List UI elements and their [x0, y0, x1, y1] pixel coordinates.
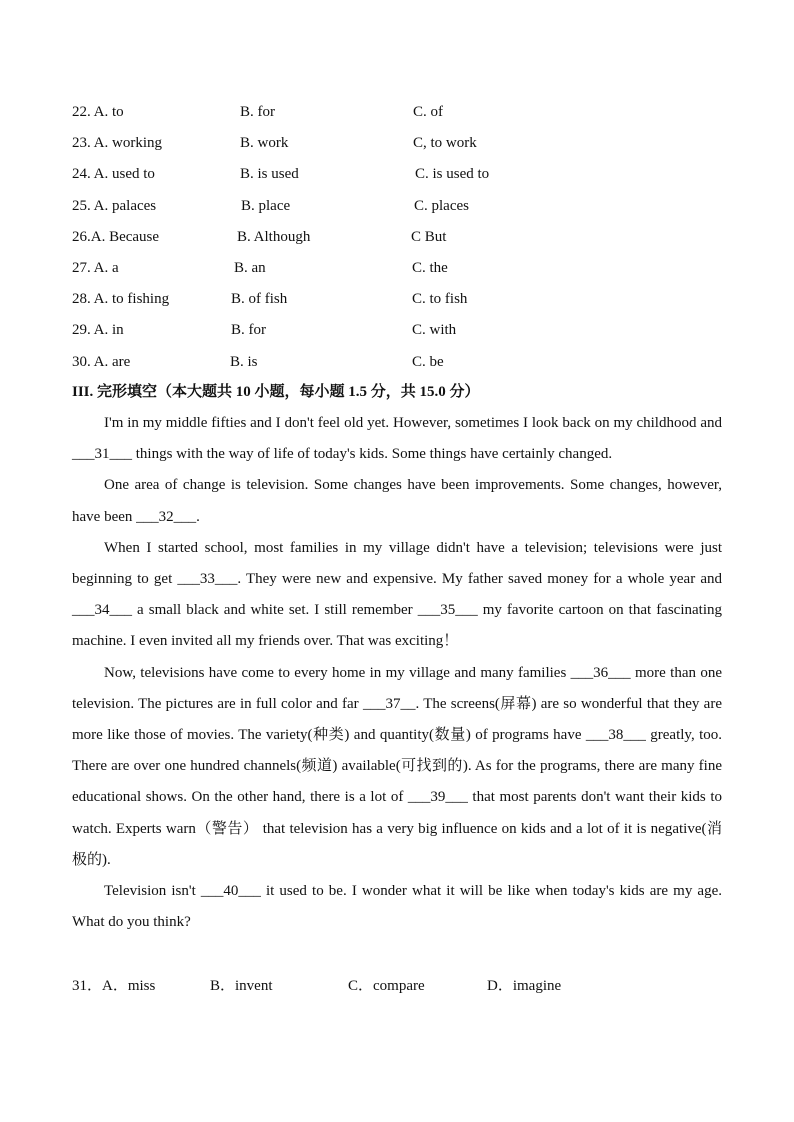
option-b: B. of fish	[231, 291, 288, 307]
option-a: 22. A. to	[72, 104, 124, 120]
passage-paragraph: When I started school, most families in my village didn't have a television; televisions were just beginning to get ___33___. They were new and expensive. My father saved money for a whole year and ___34___ a small black and white set. I still remember ___35___ my favorite cartoon on that fascinating machine. I even invited all my friends over. That was exciting！	[72, 539, 722, 650]
option-b: B. for	[240, 104, 275, 120]
option-b: B. place	[241, 198, 291, 214]
option-c: C. is used to	[415, 166, 490, 182]
option-c: C．compare	[348, 978, 425, 994]
option-b: B. an	[234, 260, 266, 276]
option-c: C. of	[413, 104, 443, 120]
passage-paragraph: One area of change is television. Some changes have been improvements. Some changes, however, have been ___32___.	[72, 477, 722, 525]
option-b: B．invent	[210, 978, 273, 994]
option-a: 26.A. Because	[72, 229, 160, 245]
option-d: D．imagine	[487, 978, 562, 994]
option-a: 24. A. used to	[72, 166, 155, 182]
option-b: B. work	[240, 135, 289, 151]
section-title: III. 完形填空（本大题共 10 小题，每小题 1.5 分，共 15.0 分）	[72, 384, 480, 400]
option-b: B. for	[231, 322, 266, 338]
option-a: 31．A．miss	[72, 978, 156, 994]
option-a: 30. A. are	[72, 354, 131, 370]
option-c: C, to work	[413, 135, 477, 151]
option-c: C. with	[412, 322, 457, 338]
passage-paragraph: Television isn't ___40___ it used to be. I wonder what it will be like when today's kids are my age. What do you think?	[72, 883, 722, 931]
option-c: C. to fish	[412, 291, 468, 307]
option-c: C. be	[412, 354, 444, 370]
option-b: B. is used	[240, 166, 299, 182]
passage	[72, 408, 722, 938]
option-a: 25. A. palaces	[72, 198, 157, 214]
option-a: 23. A. working	[72, 135, 162, 151]
option-c: C. the	[412, 260, 448, 276]
option-b: B. is	[230, 354, 258, 370]
option-c: C But	[411, 229, 447, 245]
option-c: C. places	[414, 198, 469, 214]
passage-paragraph: I'm in my middle fifties and I don't feel old yet. However, sometimes I look back on my childhood and ___31___ things with the way of life of today's kids. Some things have certainly changed.	[72, 415, 722, 463]
passage-paragraph: Now, televisions have come to every home in my village and many families ___36___ more than one television. The pictures are in full color and far ___37__. The screens(屏幕) are so wonderful that they are more like those of movies. The variety(种类) and quantity(数量) of programs have ___38___ greatly, too. There are over one hundred channels(频道) available(可找到的). As for the programs, there are many fine educational shows. On the other hand, there is a lot of ___39___ that most parents don't want their kids to watch. Experts warn（警告） that television has a very big influence on kids and a lot of it is negative(消极的).	[72, 664, 722, 868]
option-a: 28. A. to fishing	[72, 291, 170, 307]
option-a: 27. A. a	[72, 260, 119, 276]
option-b: B. Although	[237, 229, 311, 245]
option-a: 29. A. in	[72, 322, 124, 338]
